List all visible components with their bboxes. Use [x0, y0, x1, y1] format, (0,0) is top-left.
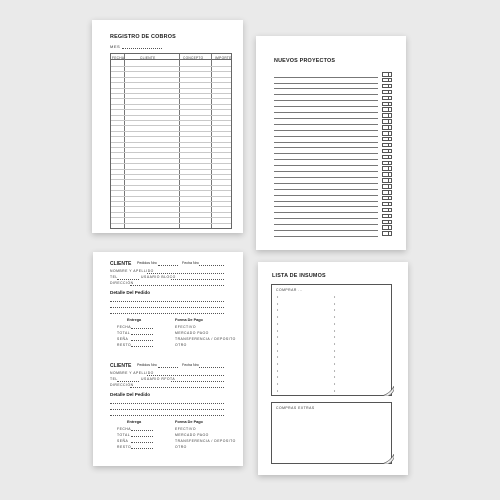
entrega-field[interactable]	[131, 448, 153, 449]
nuevos-proyectos-sheet	[256, 36, 406, 250]
cliente-label: CLIENTE	[110, 363, 132, 369]
tel-field[interactable]	[117, 381, 139, 382]
bullet-icon: •	[277, 308, 279, 313]
table-row[interactable]	[111, 88, 231, 89]
project-line[interactable]	[274, 77, 378, 78]
bullet-icon: •	[334, 295, 336, 299]
entrega-item: SEÑA	[117, 337, 129, 341]
bullet-icon: •	[334, 315, 336, 320]
entrega-item: SEÑA	[117, 439, 129, 443]
table-row[interactable]	[111, 120, 231, 121]
bullet-icon: •	[277, 321, 279, 326]
checkbox[interactable]	[382, 172, 392, 177]
entrega-label: Entrega	[127, 318, 142, 322]
project-line[interactable]	[274, 230, 378, 231]
project-line[interactable]	[274, 153, 378, 154]
registro-cobros-sheet	[92, 20, 243, 233]
forma-pago-label: Forma De Pago	[175, 318, 203, 322]
table-row[interactable]	[111, 169, 231, 170]
bullet-icon: •	[277, 341, 279, 346]
table-row[interactable]	[111, 185, 231, 186]
bullet-icon: •	[277, 388, 279, 393]
bullet-icon: •	[277, 368, 279, 373]
checkbox[interactable]	[382, 107, 392, 112]
nombre-label: NOMBRE Y APELLIDO	[110, 371, 154, 375]
table-row[interactable]	[111, 163, 231, 164]
table-row[interactable]	[111, 212, 231, 213]
usuario-field[interactable]	[171, 279, 224, 280]
bullet-icon: •	[277, 382, 279, 387]
table-row[interactable]	[111, 152, 231, 153]
checkbox[interactable]	[382, 220, 392, 225]
direccion-label: DIRECCIÓN	[110, 383, 134, 387]
bullet-icon: •	[277, 301, 279, 306]
bullet-icon: •	[334, 335, 336, 340]
project-line[interactable]	[274, 189, 378, 190]
pedidos-nro-label: Pedidos Nro	[137, 261, 157, 265]
comprar-box[interactable]	[271, 284, 392, 396]
compras-extras-box[interactable]	[271, 402, 392, 464]
pago-item: TRANSFERENCIA / DEPOSITO	[175, 439, 236, 443]
cliente-label: CLIENTE	[110, 261, 132, 267]
project-line[interactable]	[274, 118, 378, 119]
pedidos-nro-field[interactable]	[158, 367, 178, 368]
bullet-icon: •	[334, 328, 336, 333]
fecha-nro-field[interactable]	[199, 265, 224, 266]
entrega-item: RESTO	[117, 445, 132, 449]
entrega-field[interactable]	[131, 436, 153, 437]
project-line[interactable]	[274, 106, 378, 107]
table-row[interactable]	[111, 93, 231, 94]
project-line[interactable]	[274, 224, 378, 225]
pedidos-sheet	[93, 252, 243, 466]
checkbox[interactable]	[382, 155, 392, 160]
bullet-icon: •	[334, 341, 336, 346]
table-row[interactable]	[111, 131, 231, 132]
checkbox[interactable]	[382, 137, 392, 142]
usuario-label: USUARIO RFOTA	[141, 377, 176, 381]
mes-field[interactable]	[122, 48, 162, 49]
pago-item: OTRO	[175, 343, 187, 347]
forma-pago-label: Forma De Pago	[175, 420, 203, 424]
pago-item: EFECTIVO	[175, 427, 196, 431]
table-row[interactable]	[111, 174, 231, 175]
cobros-table	[110, 53, 232, 229]
project-line[interactable]	[274, 159, 378, 160]
bullet-icon: •	[334, 362, 336, 366]
fecha-nro-field[interactable]	[199, 367, 224, 368]
checkbox[interactable]	[382, 113, 392, 118]
table-row[interactable]	[111, 136, 231, 137]
project-line[interactable]	[274, 136, 378, 137]
table-row[interactable]	[111, 98, 231, 99]
checkbox[interactable]	[382, 184, 392, 189]
entrega-field[interactable]	[131, 346, 153, 347]
pago-item: EFECTIVO	[175, 325, 196, 329]
project-line[interactable]	[274, 236, 378, 237]
table-row[interactable]	[111, 125, 231, 126]
table-row[interactable]	[111, 179, 231, 180]
table-row[interactable]	[111, 82, 231, 83]
page-title: REGISTRO DE COBROS	[110, 34, 176, 40]
entrega-item: FECHA	[117, 427, 131, 431]
pago-item: MERCADO PAGO	[175, 433, 209, 437]
project-line[interactable]	[274, 218, 378, 219]
tel-label: TEL	[110, 275, 118, 279]
project-line[interactable]	[274, 177, 378, 178]
table-row[interactable]	[111, 206, 231, 207]
tel-field[interactable]	[117, 279, 139, 280]
entrega-field[interactable]	[131, 340, 153, 341]
project-line[interactable]	[274, 130, 378, 131]
table-row[interactable]	[111, 217, 231, 218]
detalle-line[interactable]	[110, 403, 224, 404]
page-title: NUEVOS PROYECTOS	[274, 58, 336, 64]
table-row[interactable]	[111, 147, 231, 148]
checkbox[interactable]	[382, 196, 392, 201]
table-header	[111, 54, 231, 60]
detalle-line[interactable]	[110, 313, 224, 314]
bullet-icon: •	[334, 301, 336, 306]
project-line[interactable]	[274, 124, 378, 125]
bullet-icon: •	[277, 348, 279, 353]
project-line[interactable]	[274, 206, 378, 207]
checkbox[interactable]	[382, 190, 392, 195]
table-row[interactable]	[111, 142, 231, 143]
checkbox[interactable]	[382, 208, 392, 213]
table-row[interactable]	[111, 115, 231, 116]
project-line[interactable]	[274, 94, 378, 95]
entrega-field[interactable]	[131, 334, 153, 335]
entrega-item: FECHA	[117, 325, 131, 329]
checkbox[interactable]	[382, 214, 392, 219]
entrega-field[interactable]	[131, 430, 153, 431]
entrega-field[interactable]	[131, 442, 153, 443]
column-header: CONCEPTO	[183, 55, 204, 60]
column-header: CLIENTE	[140, 55, 156, 60]
pago-item: MERCADO PAGO	[175, 331, 209, 335]
entrega-item: TOTAL	[117, 331, 131, 335]
checkbox[interactable]	[382, 84, 392, 89]
checkbox[interactable]	[382, 161, 392, 166]
project-line[interactable]	[274, 171, 378, 172]
table-row[interactable]	[111, 196, 231, 197]
table-row[interactable]	[111, 109, 231, 110]
checkbox[interactable]	[382, 102, 392, 107]
detalle-line[interactable]	[110, 307, 224, 308]
table-row[interactable]	[111, 158, 231, 159]
tel-label: TEL	[110, 377, 118, 381]
comprar-label: COMPRAR ...	[276, 288, 303, 292]
pedidos-nro-field[interactable]	[158, 265, 178, 266]
project-line[interactable]	[274, 147, 378, 148]
bullet-icon: •	[277, 295, 279, 299]
direccion-label: DIRECCIÓN	[110, 281, 134, 285]
checkbox[interactable]	[382, 96, 392, 101]
checkbox[interactable]	[382, 166, 392, 171]
checkbox[interactable]	[382, 78, 392, 83]
detalle-line[interactable]	[110, 409, 224, 410]
checkbox[interactable]	[382, 72, 392, 77]
pago-item: TRANSFERENCIA / DEPOSITO	[175, 337, 236, 341]
bullet-icon: •	[334, 348, 336, 353]
pedidos-nro-label: Pedidos Nro	[137, 363, 157, 367]
bullet-icon: •	[334, 355, 336, 360]
detalle-label: Detalle Del Pedido	[110, 290, 151, 295]
bullet-icon: •	[334, 382, 336, 387]
checkbox[interactable]	[382, 231, 392, 236]
checkbox[interactable]	[382, 125, 392, 130]
project-line[interactable]	[274, 142, 378, 143]
detalle-label: Detalle Del Pedido	[110, 392, 151, 397]
table-row[interactable]	[111, 77, 231, 78]
bullet-icon: •	[277, 362, 279, 366]
entrega-label: Entrega	[127, 420, 142, 424]
project-line[interactable]	[274, 88, 378, 89]
bullet-icon: •	[277, 375, 279, 380]
checkbox[interactable]	[382, 131, 392, 136]
column-header: FECHA	[112, 55, 125, 60]
lista-insumos-sheet	[258, 262, 408, 475]
nombre-label: NOMBRE Y APELLIDO	[110, 269, 154, 273]
checkbox[interactable]	[382, 119, 392, 124]
project-line[interactable]	[274, 83, 378, 84]
entrega-field[interactable]	[131, 328, 153, 329]
project-line[interactable]	[274, 112, 378, 113]
page-curl-icon	[382, 454, 394, 464]
project-line[interactable]	[274, 100, 378, 101]
project-line[interactable]	[274, 165, 378, 166]
bullet-icon: •	[334, 308, 336, 313]
table-row[interactable]	[111, 223, 231, 224]
checkbox[interactable]	[382, 202, 392, 207]
table-row[interactable]	[111, 71, 231, 72]
detalle-line[interactable]	[110, 301, 224, 302]
project-line[interactable]	[274, 195, 378, 196]
compras-extras-label: COMPRAS EXTRAS	[276, 406, 315, 410]
nombre-field[interactable]	[147, 273, 224, 274]
usuario-field[interactable]	[171, 381, 224, 382]
table-row[interactable]	[111, 104, 231, 105]
bullet-icon: •	[277, 335, 279, 340]
column-header: IMPORTE	[215, 55, 232, 60]
checkbox[interactable]	[382, 178, 392, 183]
bullet-icon: •	[334, 388, 336, 393]
table-row[interactable]	[111, 201, 231, 202]
checkbox[interactable]	[382, 90, 392, 95]
bullet-icon: •	[277, 328, 279, 333]
checkbox[interactable]	[382, 149, 392, 154]
project-line[interactable]	[274, 201, 378, 202]
bullet-icon: •	[277, 355, 279, 360]
fecha-nro-label: Fecha Nro	[182, 363, 199, 367]
bullet-icon: •	[334, 321, 336, 326]
bullet-icon: •	[334, 368, 336, 373]
table-row[interactable]	[111, 66, 231, 67]
checkbox[interactable]	[382, 143, 392, 148]
nombre-field[interactable]	[147, 375, 224, 376]
direccion-field[interactable]	[130, 387, 224, 388]
direccion-field[interactable]	[130, 285, 224, 286]
project-line[interactable]	[274, 212, 378, 213]
mes-label: MES	[110, 44, 121, 49]
project-line[interactable]	[274, 183, 378, 184]
entrega-item: TOTAL	[117, 433, 131, 437]
pago-item: OTRO	[175, 445, 187, 449]
bullet-icon: •	[334, 375, 336, 380]
page-title: LISTA DE INSUMOS	[272, 273, 326, 279]
bullet-icon: •	[277, 315, 279, 320]
table-row[interactable]	[111, 190, 231, 191]
fecha-nro-label: Fecha Nro	[182, 261, 199, 265]
entrega-item: RESTO	[117, 343, 132, 347]
checkbox[interactable]	[382, 225, 392, 230]
usuario-label: USUARIO BLOCO	[141, 275, 176, 279]
page-curl-icon	[382, 386, 394, 396]
detalle-line[interactable]	[110, 415, 224, 416]
